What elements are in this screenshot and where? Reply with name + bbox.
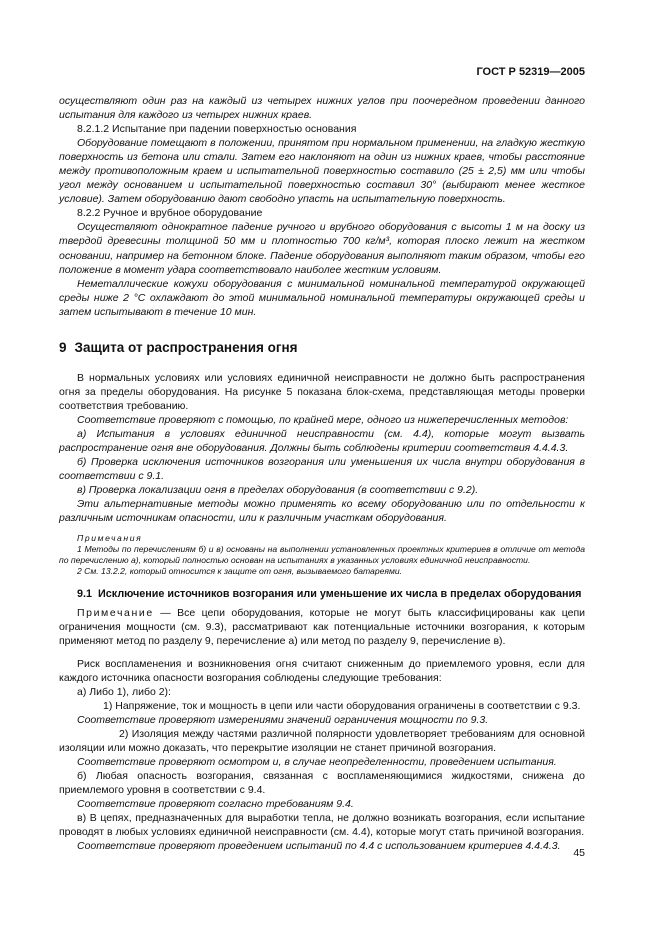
- paragraph: В нормальных условиях или условиях единичной неисправности не должно быть распространения огня за пределы оборудования. На рисунке 5 показана блок-схема, представляющая методы проверки соответствия требованию.: [59, 371, 585, 412]
- page-body: [59, 94, 585, 853]
- paragraph: Соответствие проверяют осмотром и, в случае неопределенности, проведением испытания.: [77, 755, 557, 768]
- notes-label: Примечания: [77, 533, 143, 544]
- list-item: а) Либо 1), либо 2):: [77, 685, 171, 698]
- list-item: а) Испытания в условиях единичной неисправности (см. 4.4), которые могут вызвать распространение огня вне оборудования. Должны быть соблюдены критерии соответствия 4.4.4.3.: [59, 427, 585, 455]
- subsection-title: Исключение источников возгорания или уменьшение их числа в пределах оборудования: [98, 588, 582, 601]
- subsection-heading: 8.2.2 Ручное и врубное оборудование: [77, 207, 263, 220]
- note-item: 1 Методы по перечислениям б) и в) основаны на выполнении установленных проектных критериев в отличие от метода по перечислению а), который полностью основан на испытаниях в указанных условиях единичной неисправности.: [59, 544, 585, 566]
- notes-block: [59, 533, 585, 577]
- section-title: Защита от распространения огня: [74, 339, 298, 355]
- paragraph: Риск воспламенения и возникновения огня считают сниженным до приемлемого уровня, если для каждого источника опасности возгорания соблюдены следующие требования:: [59, 657, 585, 684]
- paragraph: Соответствие проверяют измерениями значений ограничения мощности по 9.3.: [77, 713, 489, 726]
- page-number: 45: [573, 847, 585, 859]
- paragraph: осуществляют один раз на каждый из четырех нижних углов при поочередном проведении данного испытания для каждого из четырех нижних краев.: [59, 95, 585, 122]
- paragraph: Неметаллические кожухи оборудования с минимальной номинальной температурой окружающей среды ниже 2 °С охлаждают до этой минимальной номинальной температуры окружающей среды и затем испытывают в течение 10 мин.: [59, 277, 585, 318]
- paragraph: Соответствие проверяют с помощью, по крайней мере, одного из нижеперечисленных методов:: [77, 413, 569, 426]
- note-label: Примечание: [77, 607, 154, 620]
- note-paragraph: [59, 606, 585, 648]
- list-item: б) Проверка исключения источников возгорания или уменьшения их числа внутри оборудования в соответствии с 9.1.: [59, 456, 585, 483]
- subsection-heading: 8.2.1.2 Испытание при падении поверхностью основания: [77, 123, 357, 136]
- list-item: 1) Напряжение, ток и мощность в цепи или части оборудования ограничены в соответствии с 9.3.: [103, 699, 581, 712]
- paragraph: Соответствие проверяют проведением испытаний по 4.4 с использованием критериев 4.4.4.3.: [77, 840, 561, 853]
- subsection-number: 9.1: [77, 588, 93, 601]
- paragraph: Соответствие проверяют согласно требованиям 9.4.: [77, 797, 354, 810]
- paragraph: Осуществляют однократное падение ручного и врубного оборудования с высоты 1 м на доску из твердой древесины толщиной 50 мм и плотностью 700 кг/м³, которая плоско лежит на жестком основании, например на бетонном блоке. Падение оборудования выполняют таким образом, чтобы его положение в момент удара соответствовало наиболее жестким условиям.: [59, 221, 585, 276]
- list-item: в) Проверка локализации огня в пределах оборудования (в соответствии с 9.2).: [77, 484, 479, 497]
- document-header: ГОСТ Р 52319—2005: [476, 66, 585, 78]
- paragraph: Эти альтернативные методы можно применять ко всему оборудованию или по отдельности к различным источникам опасности, или к различным участкам оборудования.: [59, 498, 585, 525]
- section-number: 9: [59, 339, 67, 355]
- list-item: 2) Изоляция между частями различной полярности удовлетворяет требованиям для основной изоляции или можно доказать, что перекрытие изоляции не станет причиной возгорания.: [59, 727, 585, 754]
- list-item: в) В цепях, предназначенных для выработки тепла, не должно возникать возгорания, если испытание проводят в любых условиях единичной неисправности (см. 4.4), которые могут стать причиной возгорания.: [59, 812, 585, 839]
- section-heading: [59, 341, 585, 355]
- note-text: — Все цепи оборудования, которые не могут быть классифицированы как цепи ограничения мощности (см. 9.3), рассматривают как потенциальные источники возгорания, к которым применяют метод по разделу 9, перечисление а) или метод по разделу 9, перечисление в).: [59, 607, 585, 648]
- subsection-heading: [59, 587, 585, 601]
- list-item: б) Любая опасность возгорания, связанная с воспламеняющимися жидкостями, снижена до приемлемого уровня в соответствии с 9.4.: [59, 769, 585, 796]
- paragraph: Оборудование помещают в положении, принятом при нормальном применении, на гладкую жесткую поверхность из бетона или стали. Затем его наклоняют на один из нижних краев, чтобы расстояние между противоположным краем и испытательной поверхностью составило (25 ± 2,5) мм или чтобы угол между основанием и испытательной поверхностью составил 30° (выбирают менее жесткое условие). Затем оборудованию дают свободно упасть на испытательную поверхность.: [59, 137, 585, 206]
- note-item: 2 См. 13.2.2, который относится к защите от огня, вызываемого батареями.: [77, 566, 403, 577]
